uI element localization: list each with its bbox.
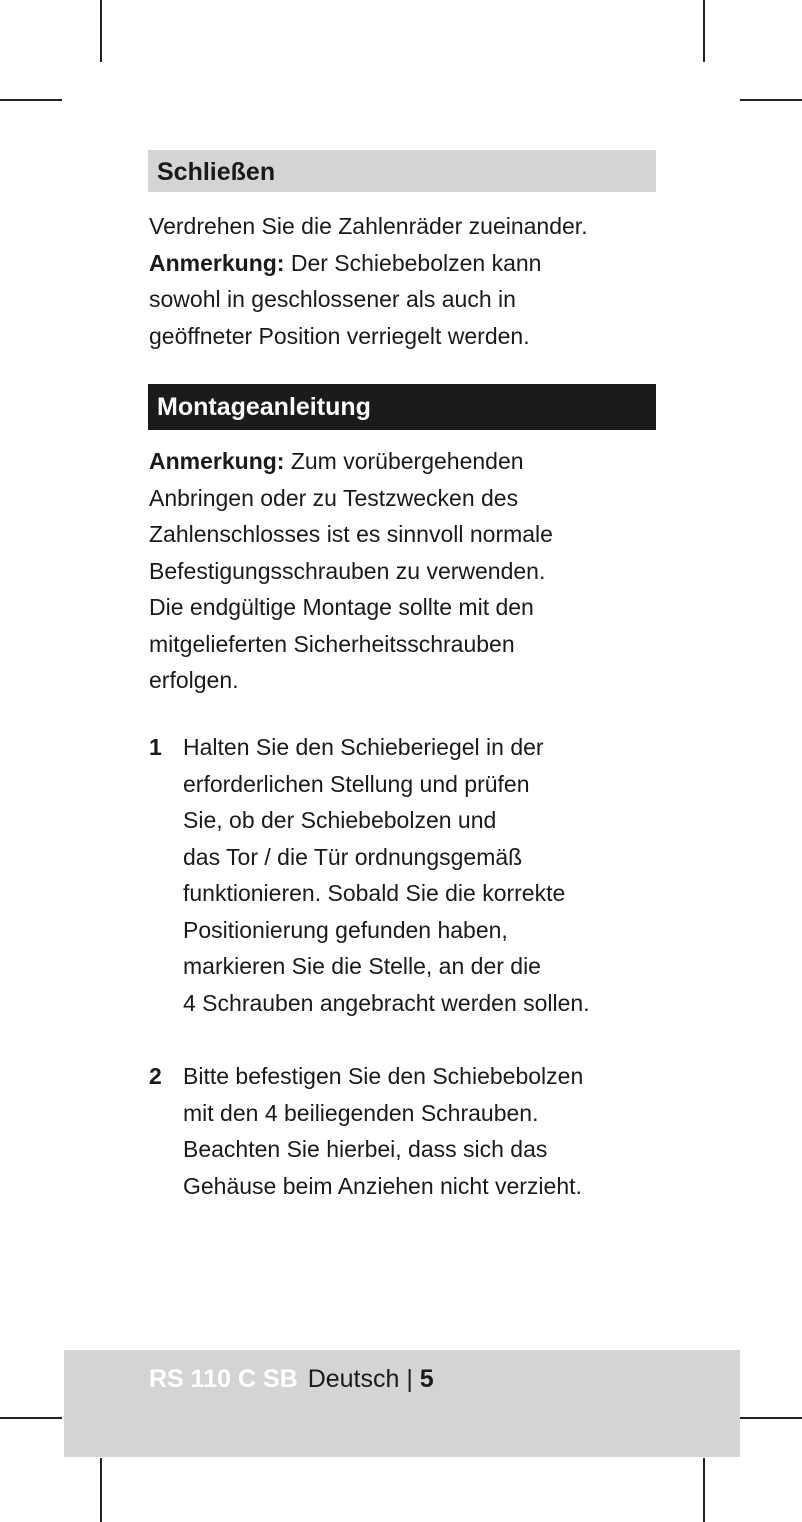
note-line <box>149 443 553 480</box>
note-line: Befestigungsschrauben zu verwenden. <box>149 557 546 584</box>
crop-mark <box>100 1458 102 1522</box>
body-line: Verdrehen Sie die Zahlenräder zueinander. <box>149 213 588 239</box>
step-line: Bitte befestigen Sie den Schiebebolzen <box>183 1063 584 1089</box>
crop-mark <box>0 1417 62 1419</box>
note-line: geöffneter Position verriegelt werden. <box>149 322 530 349</box>
note-label: Anmerkung: <box>149 448 285 474</box>
note-line: sowohl in geschlossener als auch in <box>149 286 516 312</box>
footer-separator: | <box>399 1365 420 1393</box>
note-line: erfolgen. <box>149 667 239 693</box>
step-line: Positionierung gefunden haben, <box>183 916 508 943</box>
crop-mark <box>740 1417 802 1419</box>
footer-language: Deutsch <box>307 1365 400 1393</box>
close-body <box>149 208 588 354</box>
step-2 <box>149 1058 583 1204</box>
note-line: Anbringen oder zu Testzwecken des <box>149 484 519 511</box>
note-text: Der Schiebebolzen kann <box>284 249 542 276</box>
note-label: Anmerkung: <box>149 249 285 276</box>
note-text: Zum vorübergehenden <box>284 448 524 474</box>
step-line: mit den 4 beiliegenden Schrauben. <box>183 1099 539 1126</box>
note-line: mitgelieferten Sicherheitsschrauben <box>149 630 515 657</box>
step-1 <box>149 729 590 1021</box>
step-line: 4 Schrauben angebracht werden sollen. <box>183 989 590 1016</box>
step-line: markieren Sie die Stelle, an der die <box>183 953 541 979</box>
crop-mark <box>703 0 705 62</box>
crop-mark <box>0 99 62 101</box>
step-line: das Tor / die Tür ordnungsgemäß <box>183 843 523 870</box>
page-footer <box>64 1350 740 1457</box>
model-name: RS 110 C SB <box>149 1365 298 1393</box>
section-heading-mount: Montageanleitung <box>148 384 656 430</box>
step-number: 2 <box>149 1063 162 1089</box>
step-line: Gehäuse beim Anziehen nicht verzieht. <box>183 1172 582 1199</box>
step-line: erforderlichen Stellung und prüfen <box>183 770 530 797</box>
step-line: Halten Sie den Schieberiegel in der <box>183 734 544 760</box>
step-line: Sie, ob der Schiebebolzen und <box>183 807 497 833</box>
note-line <box>149 245 588 282</box>
crop-mark <box>703 1458 705 1522</box>
step-line: funktionieren. Sobald Sie die korrekte <box>183 880 566 906</box>
step-line: Beachten Sie hierbei, dass sich das <box>183 1136 548 1162</box>
crop-mark <box>740 99 802 101</box>
crop-mark <box>100 0 102 62</box>
note-line: Zahlenschlosses ist es sinnvoll normale <box>149 521 553 547</box>
note-line: Die endgültige Montage sollte mit den <box>149 594 534 620</box>
step-number: 1 <box>149 734 162 760</box>
page-number: 5 <box>419 1365 434 1393</box>
section-heading-close: Schließen <box>148 150 656 192</box>
mount-note <box>149 443 553 699</box>
